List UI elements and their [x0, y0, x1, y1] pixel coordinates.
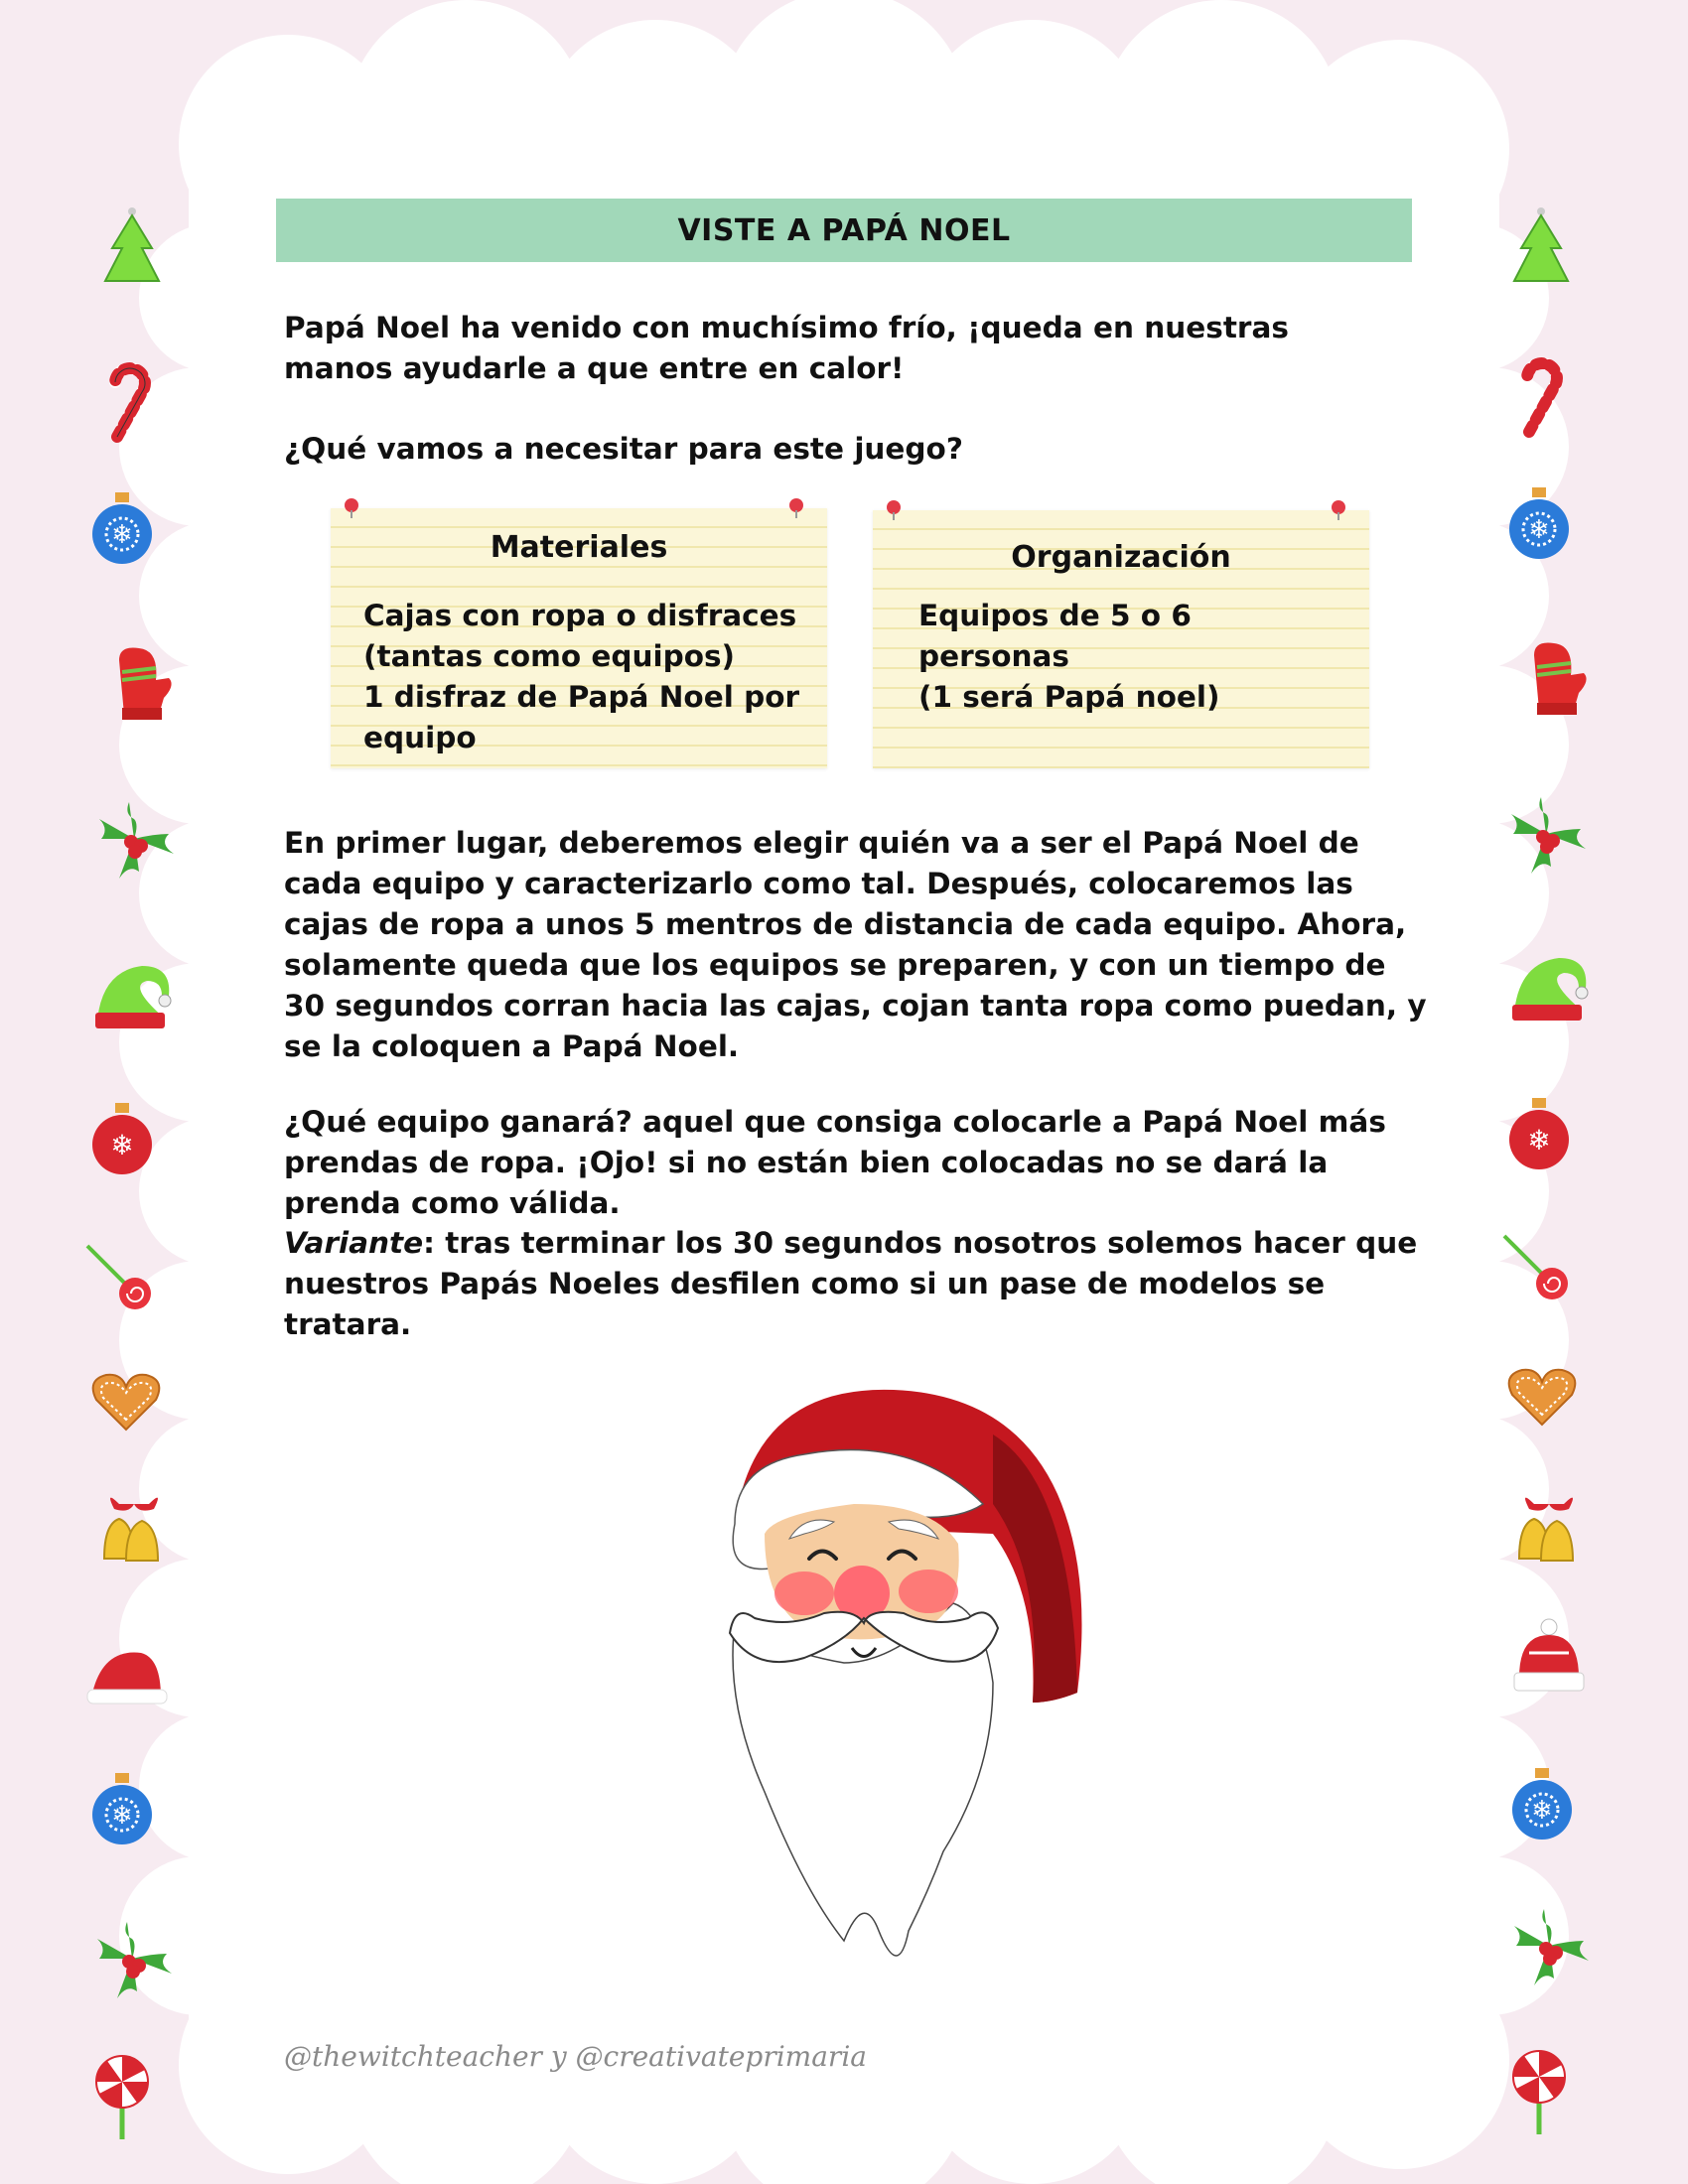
materials-line: Cajas con ropa o disfraces [363, 599, 797, 632]
bells-icon [1499, 1479, 1589, 1569]
blue-ornament-icon [1497, 1762, 1587, 1851]
organization-note [873, 510, 1369, 768]
materials-line: (tantas como equipos) [363, 639, 736, 673]
organization-line: (1 será Papá noel) [918, 680, 1220, 714]
gingerbread-heart-icon [81, 1355, 171, 1444]
santa-face-illustration [695, 1375, 1092, 1980]
mitten-icon [94, 640, 184, 730]
svg-text:❄: ❄ [1528, 515, 1550, 545]
red-ornament-icon [77, 1097, 167, 1186]
red-ornament-icon [1494, 1092, 1584, 1181]
variant-text: : tras terminar los 30 segundos nosotros solemos hacer que nuestros Papás Noeles desfilen como si un pase de modelos se tratara. [284, 1226, 1418, 1341]
materials-list [363, 596, 807, 758]
intro-paragraph: Papá Noel ha venido con muchísimo frío, ¡queda en nuestras manos ayudarle a que entre en calor! [284, 311, 1289, 385]
author-credit: @thewitchteacher y @creativateprimaria [284, 2040, 867, 2073]
organization-line: Equipos de 5 o 6 personas [918, 599, 1192, 673]
pin-icon [341, 496, 362, 518]
beanie-hat-icon [1504, 1613, 1594, 1703]
svg-text:❄: ❄ [1527, 1124, 1551, 1157]
organization-title: Organización [1011, 540, 1231, 575]
pin-icon [1328, 498, 1349, 520]
candy-cane-icon [87, 357, 177, 447]
bells-icon [84, 1479, 174, 1569]
elf-hat-icon [87, 951, 177, 1040]
blue-ornament-icon [1494, 481, 1584, 571]
materials-title: Materiales [490, 530, 668, 565]
svg-text:❄: ❄ [111, 1801, 133, 1831]
gingerbread-heart-icon [1497, 1350, 1587, 1439]
holly-icon [89, 794, 179, 884]
pin-icon [785, 496, 807, 518]
christmas-tree-icon [1496, 204, 1586, 293]
peppermint-lollipop-icon [77, 2050, 167, 2139]
lollipop-icon [77, 1236, 167, 1325]
svg-text:❄: ❄ [110, 1129, 134, 1161]
question-heading: ¿Qué vamos a necesitar para este juego? [284, 432, 963, 466]
variant-paragraph [284, 1223, 1436, 1345]
blue-ornament-icon [77, 1767, 167, 1856]
materials-line: equipo [363, 721, 477, 754]
holly-icon [1504, 1901, 1594, 1990]
peppermint-lollipop-icon [1494, 2045, 1584, 2134]
elf-hat-icon [1504, 943, 1594, 1032]
christmas-tree-icon [87, 204, 177, 293]
lollipop-icon [1494, 1226, 1584, 1315]
mitten-icon [1509, 635, 1599, 725]
variant-label: Variante [284, 1226, 424, 1260]
title-bar [276, 199, 1412, 262]
santa-hat-icon [81, 1628, 171, 1717]
rules-paragraph: En primer lugar, deberemos elegir quién va a ser el Papá Noel de cada equipo y caracterizarlo como tal. Después, colocaremos las cajas de ropa a unos 5 mentros de distancia de cada equipo. Ahora, solamente queda que los equipos se preparen, y con un tiempo de 30 segundos corran hacia las cajas, cojan tanta ropa como puedan, y se la coloquen a Papá Noel. [284, 826, 1427, 1063]
holly-icon [1501, 789, 1591, 879]
svg-text:❄: ❄ [111, 520, 133, 550]
organization-list [918, 596, 1349, 718]
materials-note [331, 508, 827, 768]
page-title: VISTE A PAPÁ NOEL [677, 212, 1011, 248]
winner-paragraph: ¿Qué equipo ganará? aquel que consiga colocarle a Papá Noel más prendas de ropa. ¡Ojo! si no están bien colocadas no se dará la prenda como válida. [284, 1105, 1386, 1220]
candy-cane-icon [1499, 352, 1589, 442]
materials-line: 1 disfraz de Papá Noel por [363, 680, 800, 714]
pin-icon [883, 498, 905, 520]
blue-ornament-icon [77, 486, 167, 576]
holly-icon [87, 1914, 177, 2003]
svg-text:❄: ❄ [1531, 1796, 1553, 1826]
